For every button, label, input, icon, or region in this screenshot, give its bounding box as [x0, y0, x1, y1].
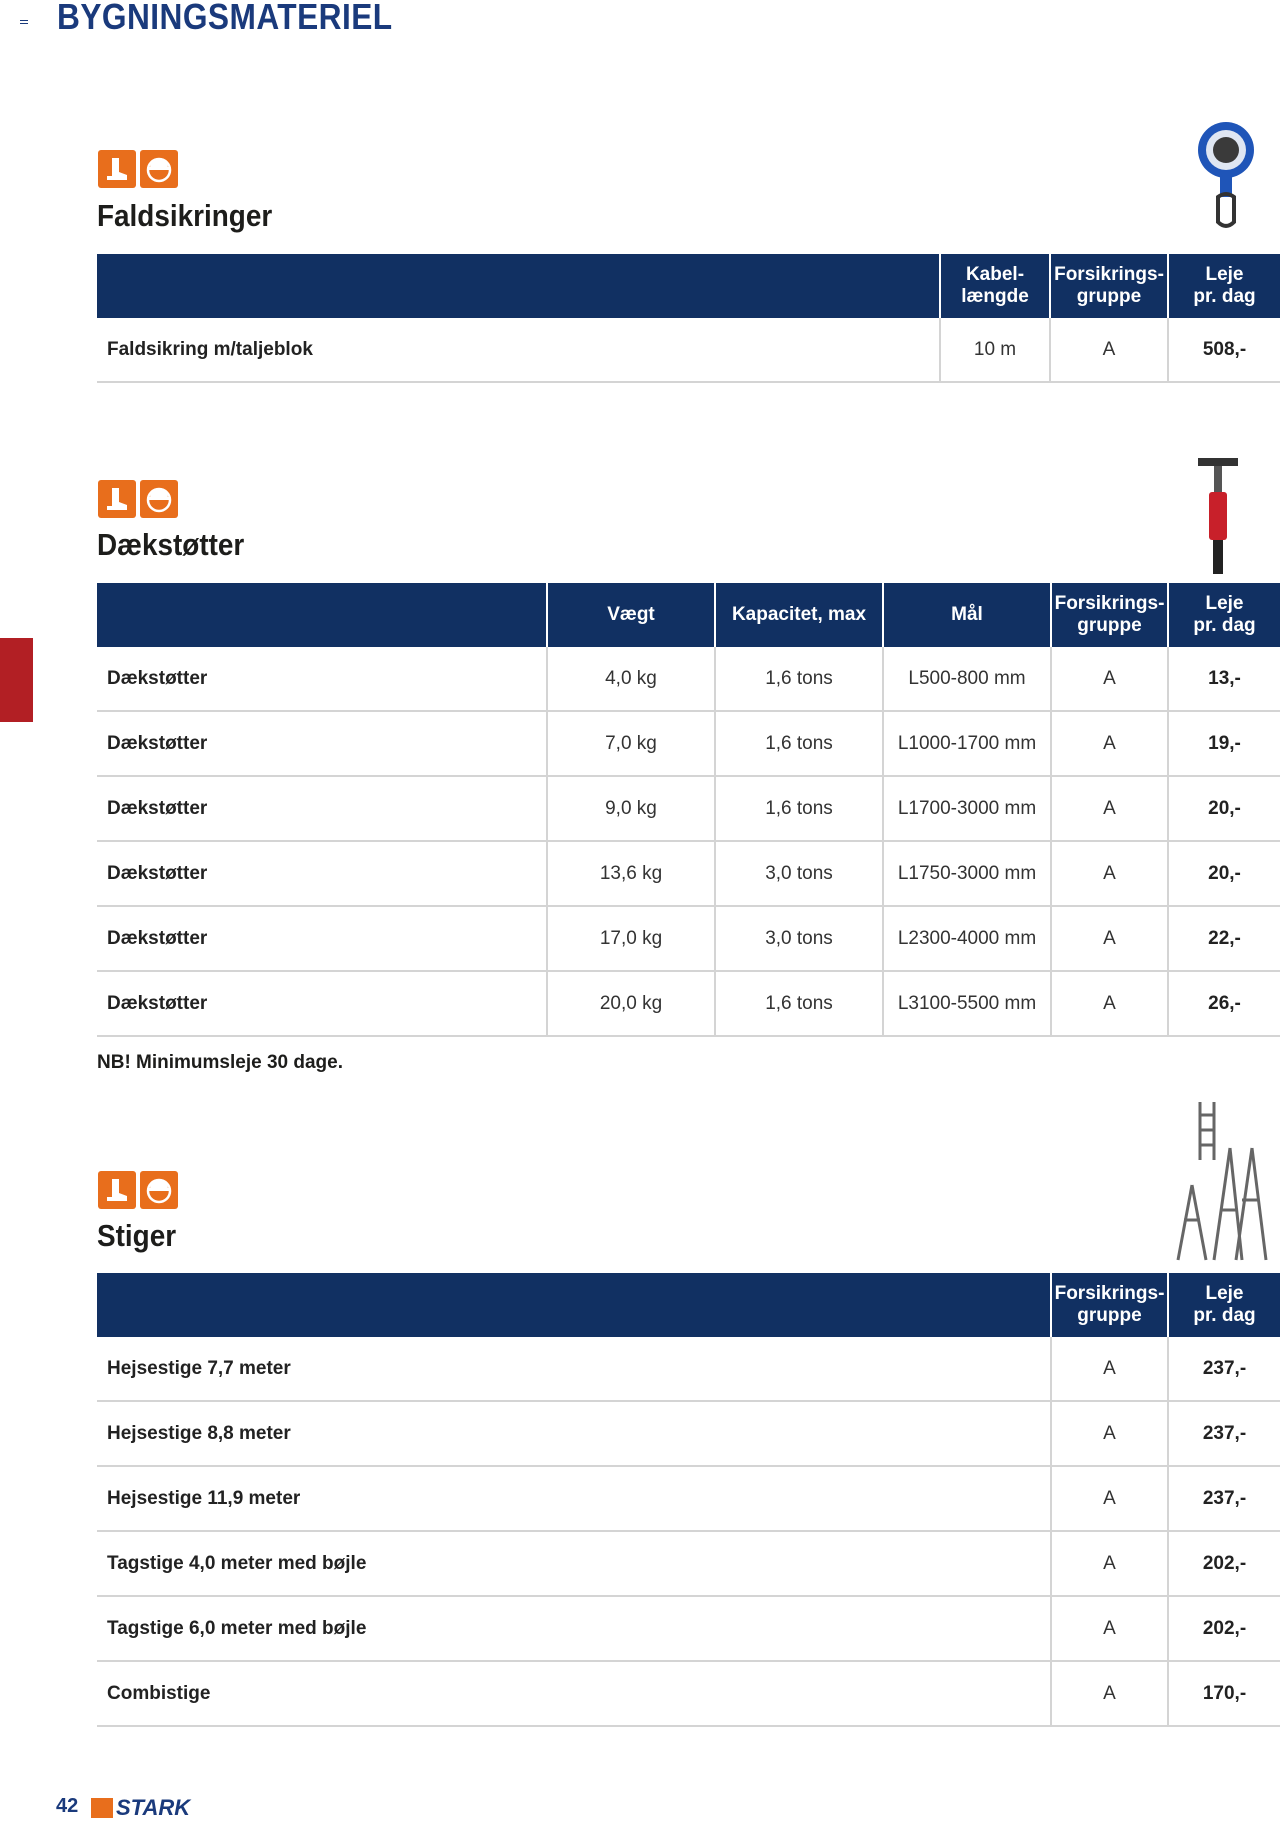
- weight: 20,0 kg: [547, 971, 715, 1036]
- table-header-row: [97, 583, 1280, 647]
- daily-price: 26,-: [1168, 971, 1280, 1036]
- section-title: Stiger: [97, 1218, 177, 1253]
- daekstotter-table: [97, 583, 1280, 1037]
- safety-boot-icon: [98, 1171, 136, 1209]
- header-cell: Forsikrings- gruppe: [1051, 1273, 1168, 1337]
- product-name: Dækstøtter: [97, 906, 547, 971]
- product-name: Dækstøtter: [97, 971, 547, 1036]
- max-capacity: 1,6 tons: [715, 711, 883, 776]
- insurance-group: A: [1051, 906, 1168, 971]
- table-row: [97, 971, 1280, 1036]
- insurance-group: A: [1051, 776, 1168, 841]
- header-cell: Leje pr. dag: [1168, 1273, 1280, 1337]
- product-name: Faldsikring m/taljeblok: [97, 318, 940, 382]
- product-name: Dækstøtter: [97, 776, 547, 841]
- safety-icons: [98, 1171, 178, 1209]
- header-cell: Forsikrings- gruppe: [1050, 254, 1168, 318]
- insurance-group: A: [1051, 971, 1168, 1036]
- header-cell: Vægt: [547, 583, 715, 647]
- table-row: [97, 1337, 1280, 1401]
- daily-price: 19,-: [1168, 711, 1280, 776]
- safety-icons: [98, 150, 178, 188]
- fall-arrest-image: [1196, 105, 1264, 245]
- page-number: 42: [56, 1795, 79, 1817]
- safety-boot-icon: [98, 150, 136, 188]
- weight: 9,0 kg: [547, 776, 715, 841]
- prop-image: [1196, 456, 1240, 576]
- weight: 17,0 kg: [547, 906, 715, 971]
- dimensions: L2300-4000 mm: [883, 906, 1051, 971]
- ladder-image: [1170, 1100, 1270, 1265]
- section-title: Faldsikringer: [97, 198, 273, 233]
- section-tab: [0, 638, 33, 722]
- max-capacity: 1,6 tons: [715, 776, 883, 841]
- header-cell: Mål: [883, 583, 1051, 647]
- table-row: [97, 318, 1280, 382]
- daily-price: 237,-: [1168, 1337, 1280, 1401]
- dimensions: L500-800 mm: [883, 647, 1051, 711]
- table-row: [97, 1661, 1280, 1726]
- dimensions: L1000-1700 mm: [883, 711, 1051, 776]
- header-cell: Forsikrings- gruppe: [1051, 583, 1168, 647]
- product-name: Hejsestige 7,7 meter: [97, 1337, 1051, 1401]
- table-row: [97, 841, 1280, 906]
- insurance-group: A: [1051, 647, 1168, 711]
- table-row: [97, 1401, 1280, 1466]
- hard-hat-icon: [140, 480, 178, 518]
- page-title: BYGNINGSMATERIEL: [57, 0, 393, 37]
- daily-price: 170,-: [1168, 1661, 1280, 1726]
- table-row: [97, 1466, 1280, 1531]
- max-capacity: 3,0 tons: [715, 906, 883, 971]
- header-cell: Leje pr. dag: [1168, 583, 1280, 647]
- stiger-table: [97, 1273, 1280, 1727]
- faldsikringer-table: [97, 254, 1280, 383]
- header-cell: [97, 254, 940, 318]
- weight: 4,0 kg: [547, 647, 715, 711]
- header-cell: Leje pr. dag: [1168, 254, 1280, 318]
- product-name: Tagstige 4,0 meter med bøjle: [97, 1531, 1051, 1596]
- header-cell: Kapacitet, max: [715, 583, 883, 647]
- section-title: Dækstøtter: [97, 527, 245, 562]
- product-name: Hejsestige 11,9 meter: [97, 1466, 1051, 1531]
- table-header-row: [97, 254, 1280, 318]
- hard-hat-icon: [140, 150, 178, 188]
- product-name: Hejsestige 8,8 meter: [97, 1401, 1051, 1466]
- max-capacity: 1,6 tons: [715, 647, 883, 711]
- dimensions: L1750-3000 mm: [883, 841, 1051, 906]
- weight: 13,6 kg: [547, 841, 715, 906]
- weight: 7,0 kg: [547, 711, 715, 776]
- daily-price: 20,-: [1168, 776, 1280, 841]
- insurance-group: A: [1051, 1531, 1168, 1596]
- daily-price: 20,-: [1168, 841, 1280, 906]
- insurance-group: A: [1051, 1596, 1168, 1661]
- product-name: Tagstige 6,0 meter med bøjle: [97, 1596, 1051, 1661]
- table-row: [97, 647, 1280, 711]
- daily-price: 202,-: [1168, 1531, 1280, 1596]
- table-row: [97, 711, 1280, 776]
- brand-name: STARK: [116, 1795, 191, 1820]
- menu-icon[interactable]: [20, 20, 28, 26]
- max-capacity: 1,6 tons: [715, 971, 883, 1036]
- header-cell: [97, 583, 547, 647]
- stark-logo-icon: [91, 1798, 113, 1818]
- header-cell: [97, 1273, 1051, 1337]
- insurance-group: A: [1051, 1466, 1168, 1531]
- insurance-group: A: [1051, 1401, 1168, 1466]
- cable-length: 10 m: [940, 318, 1050, 382]
- daily-price: 237,-: [1168, 1401, 1280, 1466]
- daily-price: 22,-: [1168, 906, 1280, 971]
- product-name: Dækstøtter: [97, 841, 547, 906]
- insurance-group: A: [1051, 1661, 1168, 1726]
- max-capacity: 3,0 tons: [715, 841, 883, 906]
- daily-price: 13,-: [1168, 647, 1280, 711]
- dimensions: L1700-3000 mm: [883, 776, 1051, 841]
- insurance-group: A: [1051, 841, 1168, 906]
- stark-logo: [91, 1795, 190, 1821]
- insurance-group: A: [1051, 1337, 1168, 1401]
- daily-price: 202,-: [1168, 1596, 1280, 1661]
- safety-icons: [98, 480, 178, 518]
- table-row: [97, 906, 1280, 971]
- dimensions: L3100-5500 mm: [883, 971, 1051, 1036]
- insurance-group: A: [1051, 711, 1168, 776]
- product-name: Combistige: [97, 1661, 1051, 1726]
- table-row: [97, 776, 1280, 841]
- daily-price: 508,-: [1168, 318, 1280, 382]
- product-name: Dækstøtter: [97, 647, 547, 711]
- table-header-row: [97, 1273, 1280, 1337]
- table-row: [97, 1596, 1280, 1661]
- insurance-group: A: [1050, 318, 1168, 382]
- safety-boot-icon: [98, 480, 136, 518]
- header-cell: Kabel- længde: [940, 254, 1050, 318]
- daily-price: 237,-: [1168, 1466, 1280, 1531]
- hard-hat-icon: [140, 1171, 178, 1209]
- product-name: Dækstøtter: [97, 711, 547, 776]
- table-row: [97, 1531, 1280, 1596]
- note-text: NB! Minimumsleje 30 dage.: [97, 1052, 344, 1073]
